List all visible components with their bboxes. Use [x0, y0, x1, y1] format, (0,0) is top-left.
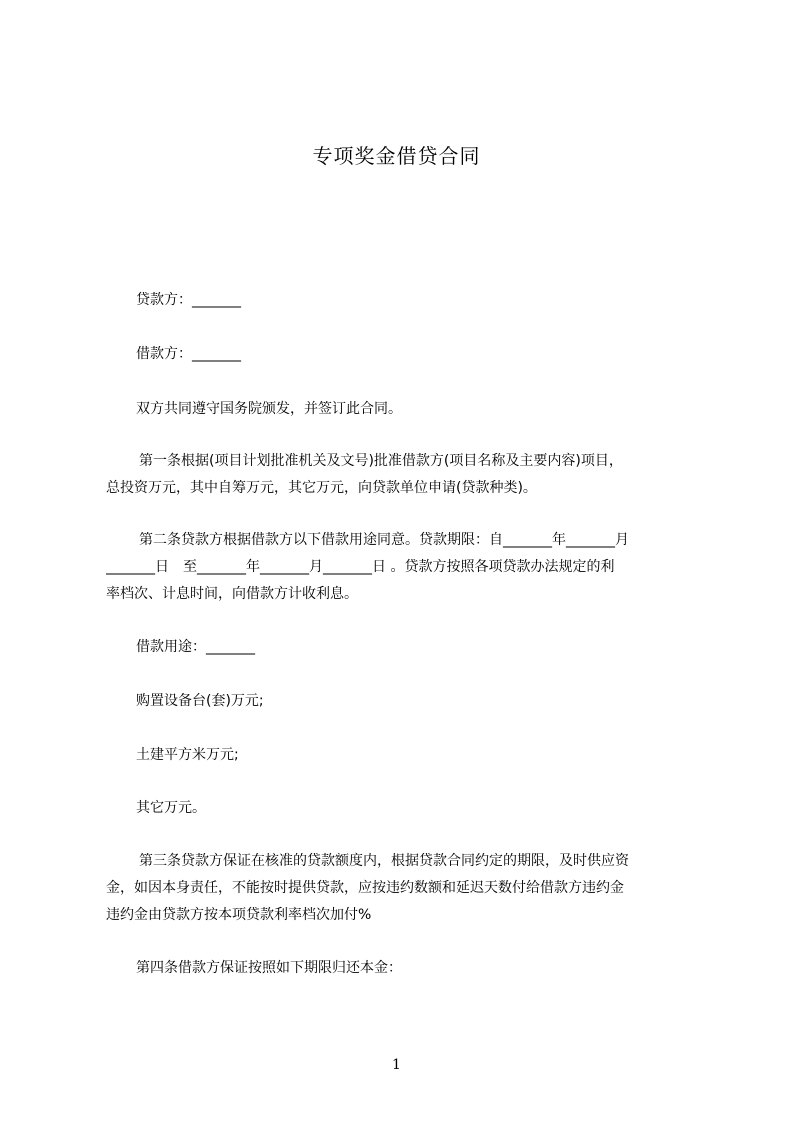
borrower-line: 借款方：_______ — [136, 346, 241, 362]
article-2-line-2: _______日 至_______年_______月_______日 。贷款方按照各项贷款办法规定的利 — [106, 559, 615, 575]
article-1 — [106, 448, 696, 502]
purpose-line: 借款用途：_______ — [136, 639, 255, 655]
article-3-line-1: 第三条贷款方保证在核准的贷款额度内，根据贷款合同约定的期限，及时供应资 — [139, 853, 629, 869]
page-number: 1 — [392, 1057, 401, 1073]
intro-paragraph: 双方共同遵守国务院颁发，并签订此合同。 — [136, 401, 402, 417]
article-3-line-3: 违约金由贷款方按本项贷款利率档次加付% — [106, 907, 372, 923]
article-2-line-3: 率档次、计息时间，向借款方计收利息。 — [106, 586, 358, 602]
article-2 — [106, 527, 696, 608]
lender-line: 贷款方：_______ — [136, 292, 241, 308]
construction-line: 土建平方米万元; — [136, 747, 239, 763]
article-4: 第四条借款方保证按照如下期限归还本金： — [136, 960, 402, 976]
contract-title: 专项奖金借贷合同 — [312, 144, 481, 168]
article-3 — [106, 848, 696, 929]
article-1-line-2: 总投资万元，其中自筹万元，其它万元，向贷款单位申请(贷款种类)。 — [106, 480, 537, 496]
other-line: 其它万元。 — [136, 800, 206, 816]
equipment-line: 购置设备台(套)万元; — [136, 693, 264, 709]
article-3-line-2: 金，如因本身责任，不能按时提供贷款，应按违约数额和延迟天数付给借款方违约金 — [106, 880, 624, 896]
article-1-line-1: 第一条根据(项目计划批准机关及文号)批准借款方(项目名称及主要内容)项目， — [139, 453, 623, 469]
article-2-line-1: 第二条贷款方根据借款方以下借款用途同意。贷款期限：自_______年_______月 — [139, 532, 629, 548]
